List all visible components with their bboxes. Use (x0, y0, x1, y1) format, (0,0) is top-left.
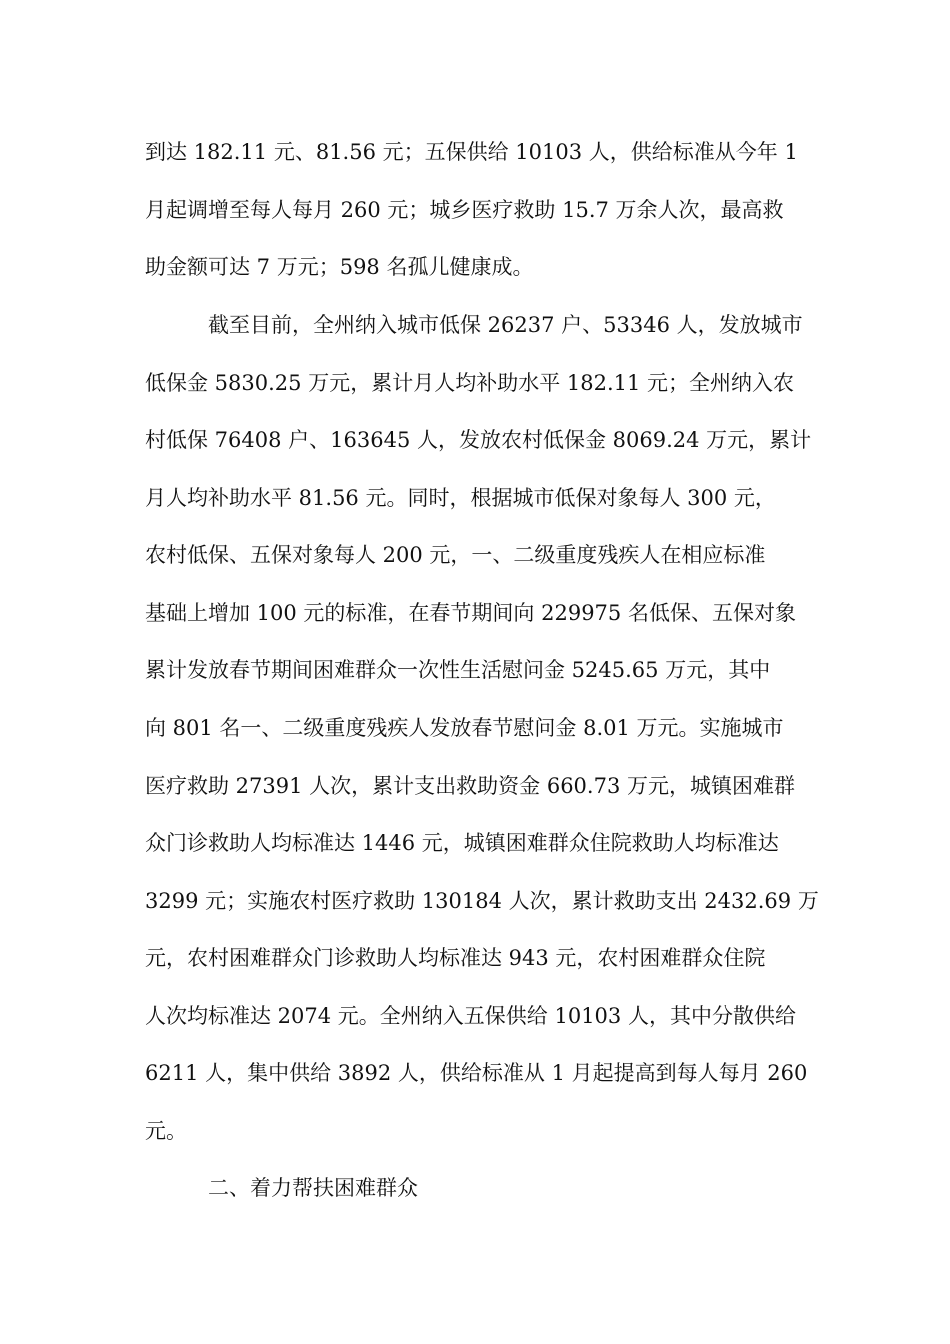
section-heading: 二、着力帮扶困难群众 (208, 1176, 418, 1200)
text-line: 基础上增加 100 元的标准，在春节期间向 229975 名低保、五保对象 (145, 601, 796, 625)
text-line: 村低保 76408 户、163645 人，发放农村低保金 8069.24 万元，累计 (145, 428, 812, 452)
text-line: 3299 元；实施农村医疗救助 130184 人次，累计救助支出 2432.69 万 (145, 889, 819, 913)
text-line: 农村低保、五保对象每人 200 元，一、二级重度残疾人在相应标准 (145, 543, 766, 567)
text-line: 截至目前，全州纳入城市低保 26237 户、53346 人，发放城市 (208, 313, 803, 337)
text-line: 元。 (145, 1119, 187, 1143)
text-line: 到达 182.11 元、81.56 元；五保供给 10103 人，供给标准从今年 1 (145, 140, 798, 164)
text-line: 助金额可达 7 万元；598 名孤儿健康成。 (145, 255, 534, 279)
text-line: 医疗救助 27391 人次，累计支出救助资金 660.73 万元，城镇困难群 (145, 774, 795, 798)
text-line: 月起调增至每人每月 260 元；城乡医疗救助 15.7 万余人次，最高救 (145, 198, 784, 222)
text-line: 元，农村困难群众门诊救助人均标准达 943 元，农村困难群众住院 (145, 946, 766, 970)
text-line: 人次均标准达 2074 元。全州纳入五保供给 10103 人，其中分散供给 (145, 1004, 796, 1028)
text-line: 累计发放春节期间困难群众一次性生活慰问金 5245.65 万元，其中 (145, 658, 771, 682)
text-line: 月人均补助水平 81.56 元。同时，根据城市低保对象每人 300 元， (145, 486, 776, 510)
text-line: 向 801 名一、二级重度残疾人发放春节慰问金 8.01 万元。实施城市 (145, 716, 784, 740)
text-line: 低保金 5830.25 万元，累计月人均补助水平 182.11 元；全州纳入农 (145, 371, 795, 395)
text-line: 众门诊救助人均标准达 1446 元，城镇困难群众住院救助人均标准达 (145, 831, 779, 855)
text-line: 6211 人，集中供给 3892 人，供给标准从 1 月起提高到每人每月 260 (145, 1061, 808, 1085)
